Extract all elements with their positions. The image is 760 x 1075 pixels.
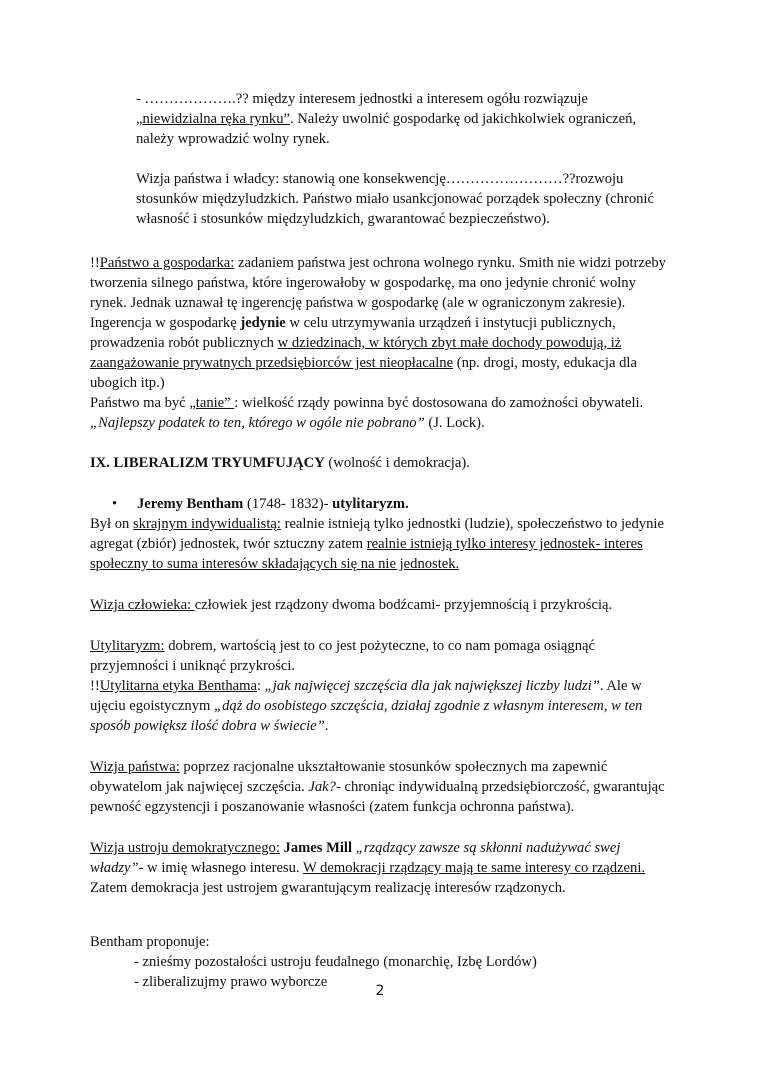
paragraph-cheap-state bbox=[90, 393, 670, 433]
quote: „rządzący zawsze są skłonni nadużywać swej władzy” bbox=[90, 840, 621, 876]
text: - ……………….?? między interesem jednostki a interesem ogółu rozwiązuje bbox=[136, 91, 588, 107]
paragraph-bentham-proposes: Bentham proponuje: bbox=[90, 934, 210, 950]
text: - w imię własnego interesu. bbox=[138, 860, 303, 876]
paragraph-bentham-ethics bbox=[90, 676, 670, 736]
quote: „jak najwięcej szczęścia dla jak największej liczby ludzi” bbox=[264, 678, 600, 694]
quote: „Najlepszy podatek to ten, którego w ogóle nie pobrano” bbox=[90, 415, 425, 431]
text: : wielkość rządy powinna być dostosowana do zamożności obywateli. bbox=[234, 395, 644, 411]
term: utylitaryzm. bbox=[332, 496, 409, 512]
paragraph-state-economy bbox=[90, 253, 670, 393]
text: !! bbox=[90, 678, 100, 694]
text: Był on bbox=[90, 516, 133, 532]
paragraph-democracy bbox=[90, 838, 670, 898]
question: Jak? bbox=[308, 779, 336, 795]
text: zadaniem państwa jest ochrona wolnego rynku. Smith nie widzi potrzeby tworzenia silnego państwa, które ingerowałoby w gospodarkę, ma ono jedynie chronić wolny rynek. Jednak uznawał tę ingerencję państwa w gospodarkę (ale w ograniczonym zakresie). Ingerencja w gospodarkę bbox=[90, 255, 666, 331]
text: Zatem demokracja jest ustrojem gwarantującym realizację interesów rządzonych. bbox=[90, 880, 566, 896]
text: : bbox=[256, 678, 265, 694]
page-number: 2 bbox=[375, 983, 385, 999]
underlined-phrase: W demokracji rządzący mają te same interesy co rządzeni. bbox=[302, 860, 646, 876]
list-item: - znieśmy pozostałości ustroju feudalnego (monarchię, Izbę Lordów) bbox=[134, 954, 537, 970]
underlined-heading: Wizja państwa: bbox=[90, 759, 180, 775]
paragraph-human-vision bbox=[90, 595, 670, 615]
text: realnie istnieją tylko jednostki (ludzie), społeczeństwo to jedynie agregat (zbiór) jednostek, twór sztuczny zatem bbox=[90, 516, 664, 552]
underlined-phrase: w dziedzinach, w których zbyt małe dochody powodują, iż zaangażowanie prywatnych przedsiębiorców jest nieopłacalne bbox=[90, 335, 622, 371]
underlined-heading: Utylitarna etyka Benthama bbox=[99, 678, 257, 694]
text: poprzez racjonalne ukształtowanie stosunków społecznych ma zapewnić obywatelom jak najwięcej szczęścia. bbox=[90, 759, 608, 795]
person-name: James Mill bbox=[283, 840, 353, 856]
paragraph-individualist bbox=[90, 514, 670, 574]
underlined-phrase: „tanie” bbox=[189, 395, 235, 411]
text: (np. drogi, mosty, edukacja dla ubogich itp.) bbox=[90, 355, 637, 391]
list-item: - zliberalizujmy prawo wyborcze bbox=[134, 974, 328, 990]
bullet-bentham bbox=[90, 494, 670, 514]
paragraph-state-vision-bentham bbox=[90, 757, 670, 817]
text: Państwo ma być bbox=[90, 395, 190, 411]
paragraph-invisible-hand bbox=[90, 89, 670, 149]
text: !! bbox=[90, 255, 100, 271]
text: (J. Lock). bbox=[424, 415, 485, 431]
document-page bbox=[90, 89, 670, 992]
text: (1748- 1832)- bbox=[243, 496, 333, 512]
paragraph-state-vision: Wizja państwa i władcy: stanowią one konsekwencję……………………??rozwoju stosunków międzyludzkich. Państwo miało usankcjonować porządek społeczny (chronić własność i stosunków międzyludzkich, gwarantować bezpieczeństwo). bbox=[136, 171, 654, 227]
underlined-heading: Wizja człowieka: bbox=[90, 597, 195, 613]
bold-word: jedynie bbox=[240, 315, 286, 331]
bullet-icon: • bbox=[112, 496, 118, 512]
text: dobrem, wartością jest to co jest pożyteczne, to co nam pomaga osiągnąć przyjemności i uniknąć przykrości. bbox=[90, 638, 595, 674]
paragraph-utilitarianism bbox=[90, 636, 670, 676]
underlined-phrase: realnie istnieją tylko interesy jednostek- interes społeczny to suma interesów składających się na nie jednostek. bbox=[90, 536, 643, 572]
underlined-phrase: skrajnym indywidualistą: bbox=[132, 516, 281, 532]
text: w celu utrzymywania urządzeń i instytucji publicznych, prowadzenia robót publicznych bbox=[90, 315, 616, 351]
section-subtitle: (wolność i demokracja). bbox=[324, 455, 470, 471]
underlined-phrase: „niewidzialna ręka rynku” bbox=[136, 111, 290, 127]
text: . bbox=[324, 718, 329, 734]
section-heading bbox=[90, 453, 670, 473]
quote: „dąż do osobistego szczęścia, działaj zgodnie z własnym interesem, w ten sposób powiększ ilość dobra w świecie” bbox=[90, 698, 643, 734]
text: . Ale w ujęciu egoistycznym bbox=[90, 678, 642, 714]
underlined-heading: Wizja ustroju demokratycznego: bbox=[90, 840, 280, 856]
underlined-heading: Państwo a gospodarka: bbox=[99, 255, 235, 271]
underlined-heading: Utylitaryzm: bbox=[90, 638, 165, 654]
text: . Należy uwolnić gospodarkę od jakichkolwiek ograniczeń, należy wprowadzić wolny rynek. bbox=[136, 111, 637, 147]
person-name: Jeremy Bentham bbox=[137, 496, 244, 512]
section-title: IX. LIBERALIZM TRYUMFUJĄCY bbox=[90, 455, 325, 471]
text: człowiek jest rządzony dwoma bodźcami- przyjemnością i przykrością. bbox=[194, 597, 613, 613]
text: - chroniąc indywidualną przedsiębiorczość, gwarantując pewność egzystencji i poszanowanie własności (zatem funkcja ochronna państwa). bbox=[90, 779, 665, 815]
